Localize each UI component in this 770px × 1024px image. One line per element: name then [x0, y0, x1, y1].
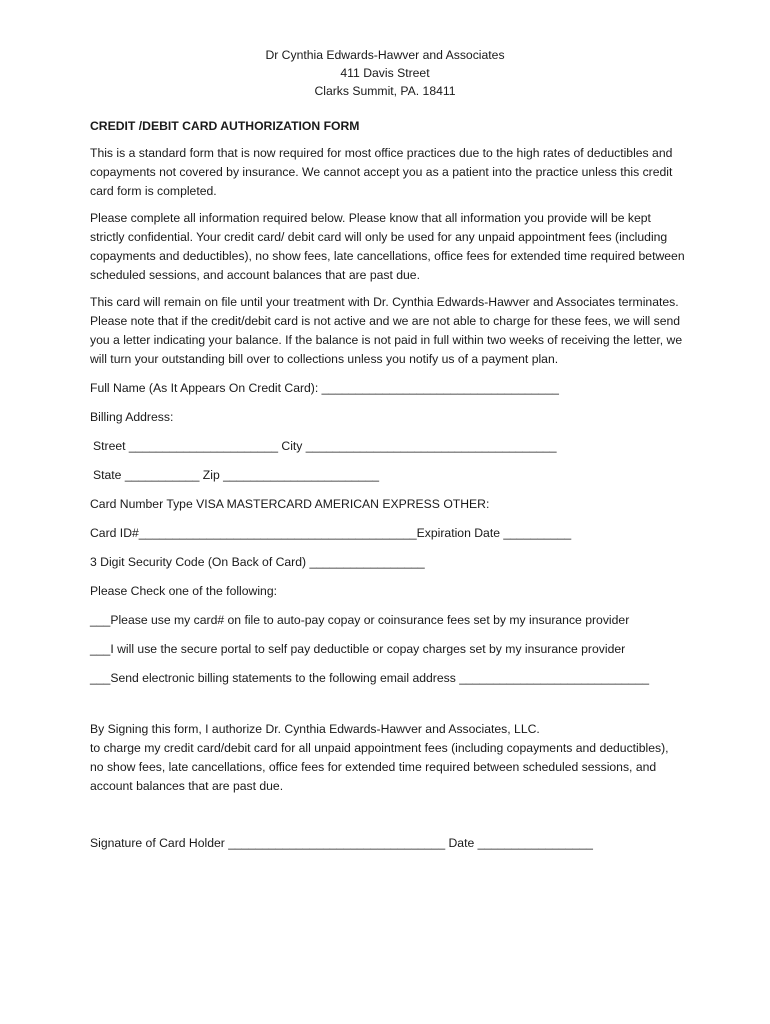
- practice-city: Clarks Summit, PA. 18411: [314, 84, 456, 98]
- document-page: [90, 46, 685, 853]
- state-zip-field[interactable]: State ___________ Zip _______________________: [93, 468, 380, 482]
- intro-paragraph: This is a standard form that is now required for most office practices due to the high rates of deductibles and copayments not covered by insurance. We cannot accept you as a patient into the practice unless this credit card form is completed.: [90, 146, 673, 198]
- card-type-field[interactable]: Card Number Type VISA MASTERCARD AMERICAN EXPRESS OTHER:: [90, 497, 490, 511]
- billing-address-label: Billing Address:: [90, 410, 174, 424]
- authorization-line: By Signing this form, I authorize Dr. Cynthia Edwards-Hawver and Associates, LLC.: [90, 722, 540, 736]
- authorization-text: to charge my credit card/debit card for all unpaid appointment fees (including copayments and deductibles), no show fees, late cancellations, office fees for extended time required between scheduled sessions, and account balances that are past due.: [90, 741, 669, 793]
- street-city-field[interactable]: Street ______________________ City _____________________________________: [93, 439, 557, 453]
- option-self-pay[interactable]: ___I will use the secure portal to self pay deductible or copay charges set by my insurance provider: [90, 642, 626, 656]
- card-id-field[interactable]: Card ID#_________________________________________Expiration Date __________: [90, 526, 572, 540]
- option-email-billing[interactable]: ___Send electronic billing statements to the following email address ____________________________: [90, 671, 650, 685]
- full-name-field[interactable]: Full Name (As It Appears On Credit Card): ___________________________________: [90, 381, 559, 395]
- form-title: CREDIT /DEBIT CARD AUTHORIZATION FORM: [90, 119, 360, 133]
- confidentiality-paragraph: Please complete all information required below. Please know that all information you provide will be kept strictly confidential. Your credit card/ debit card will only be used for any unpaid appointment fees (including copayments and deductibles), no show fees, late cancellations, office fees for extended time required between scheduled sessions, and account balances that are past due.: [90, 211, 685, 282]
- card-on-file-paragraph: This card will remain on file until your treatment with Dr. Cynthia Edwards-Hawver and Associates terminates. Please note that if the credit/debit card is not active and we are not able to charge for these fees, we will send you a letter indicating your balance. If the balance is not paid in full within two weeks of receiving the letter, we will turn your outstanding bill over to collections unless you notify us of a payment plan.: [90, 295, 683, 366]
- letterhead: [90, 46, 680, 100]
- security-code-field[interactable]: 3 Digit Security Code (On Back of Card) _________________: [90, 555, 425, 569]
- practice-street: 411 Davis Street: [340, 66, 430, 80]
- check-one-label: Please Check one of the following:: [90, 584, 277, 598]
- option-auto-pay[interactable]: ___Please use my card# on file to auto-pay copay or coinsurance fees set by my insurance provider: [90, 613, 630, 627]
- signature-field[interactable]: Signature of Card Holder ________________________________ Date _________________: [90, 836, 593, 850]
- practice-name: Dr Cynthia Edwards-Hawver and Associates: [265, 48, 505, 62]
